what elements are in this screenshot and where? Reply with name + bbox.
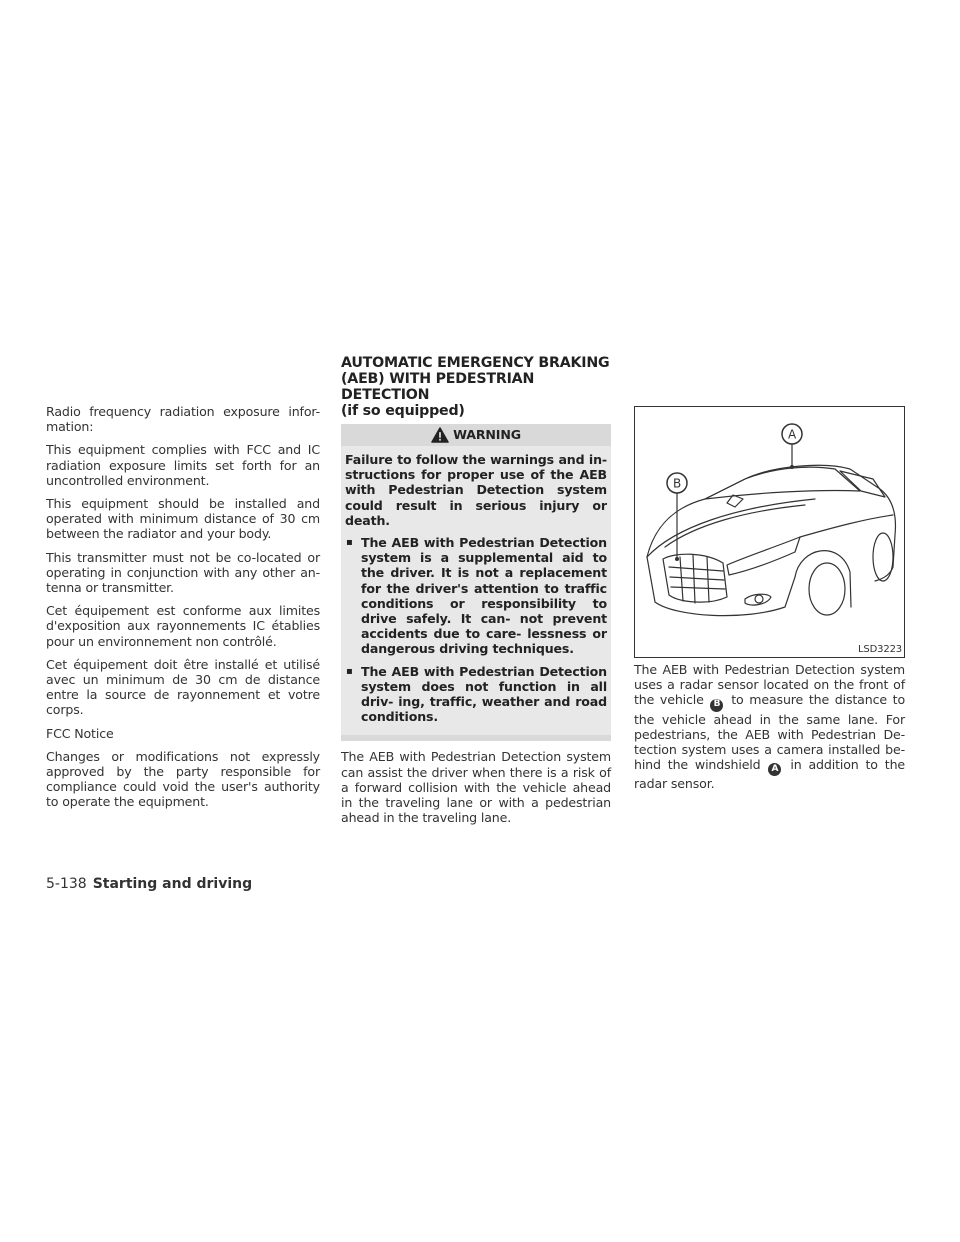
car-illustration	[635, 407, 904, 657]
callout-b-icon: B	[710, 699, 723, 712]
paragraph: This transmitter must not be co-located or operating in conjunction with any other an- tenna or transmitter.	[46, 549, 320, 596]
callout-b-dot	[675, 557, 679, 561]
warning-header	[341, 424, 611, 446]
section-title	[341, 355, 611, 419]
paragraph	[634, 662, 905, 791]
right-column	[634, 406, 905, 799]
warning-bullet: ▪ The AEB with Pedestrian Detection system does not function in all driv- ing, traffic, weather and road conditions.	[345, 664, 607, 725]
paragraph: This equipment should be installed and operated with minimum distance of 30 cm between the radiator and your body.	[46, 496, 320, 542]
paragraph: Changes or modifications not expressly approved by the party responsible for compliance could void the user's authority to operate the equipment.	[46, 748, 320, 810]
warning-triangle-icon	[431, 427, 449, 443]
paragraph-text: to measure the distance to the vehicle ahead in the same lane. For pedestrians, the AEB with Pedestrian De- tection system uses a camera installed be- hind the windshield	[634, 692, 905, 773]
paragraph: This equipment complies with FCC and IC radiation exposure limits set forth for an uncontrolled environment.	[46, 442, 320, 488]
figure-label-a: A	[787, 427, 797, 442]
warning-body	[341, 446, 611, 735]
paragraph: FCC Notice	[46, 725, 114, 741]
paragraph: Radio frequency radiation exposure infor- mation:	[46, 404, 320, 435]
car-sensor-figure	[634, 406, 905, 658]
warning-intro: Failure to follow the warnings and in- structions for proper use of the AEB with Pedestrian Detection system could result in serious injury or death.	[345, 452, 607, 528]
paragraph: Cet équipement est conforme aux limites d'exposition aux rayonnements IC établies pour un environnement non contrôlé.	[46, 603, 320, 649]
warning-list	[345, 535, 607, 724]
left-column	[46, 404, 320, 818]
callout-a-dot	[790, 465, 794, 469]
warning-bullet: ▪ The AEB with Pedestrian Detection system is a supplemental aid to the driver. It is not a replacement for the driver's attention to traffic conditions or responsibility to drive safely. It can- not prevent accidents due to care- lessness or dangerous driving techniques.	[345, 535, 607, 657]
section-title-line: (AEB) WITH PEDESTRIAN DETECTION	[341, 371, 535, 403]
paragraph: Cet équipement doit être installé et utilisé avec un minimum de 30 cm de distance entre la source de rayonnement et votre corps.	[46, 656, 320, 718]
section-name: Starting and driving	[92, 876, 253, 892]
figure-label-b: B	[672, 476, 682, 491]
warning-box	[341, 424, 611, 741]
warning-label: WARNING	[453, 427, 521, 443]
paragraph-text: The AEB with Pedestrian Detection system uses a radar sensor located on the front of the vehicle	[634, 662, 905, 708]
section-title-line: AUTOMATIC EMERGENCY BRAKING	[341, 355, 610, 371]
figure-code: LSD3223	[857, 643, 902, 655]
callout-a-icon: A	[768, 763, 781, 776]
paragraph-text: in addition to the radar sensor.	[634, 757, 906, 792]
middle-column	[341, 355, 611, 833]
section-title-line: (if so equipped)	[341, 403, 465, 419]
page-number: 5-138	[46, 876, 87, 892]
page-footer	[46, 876, 252, 892]
paragraph: The AEB with Pedestrian Detection system can assist the driver when there is a risk of a forward collision with the vehicle ahead in the traveling lane or with a pedestrian ahead in the traveling lane.	[341, 749, 611, 826]
